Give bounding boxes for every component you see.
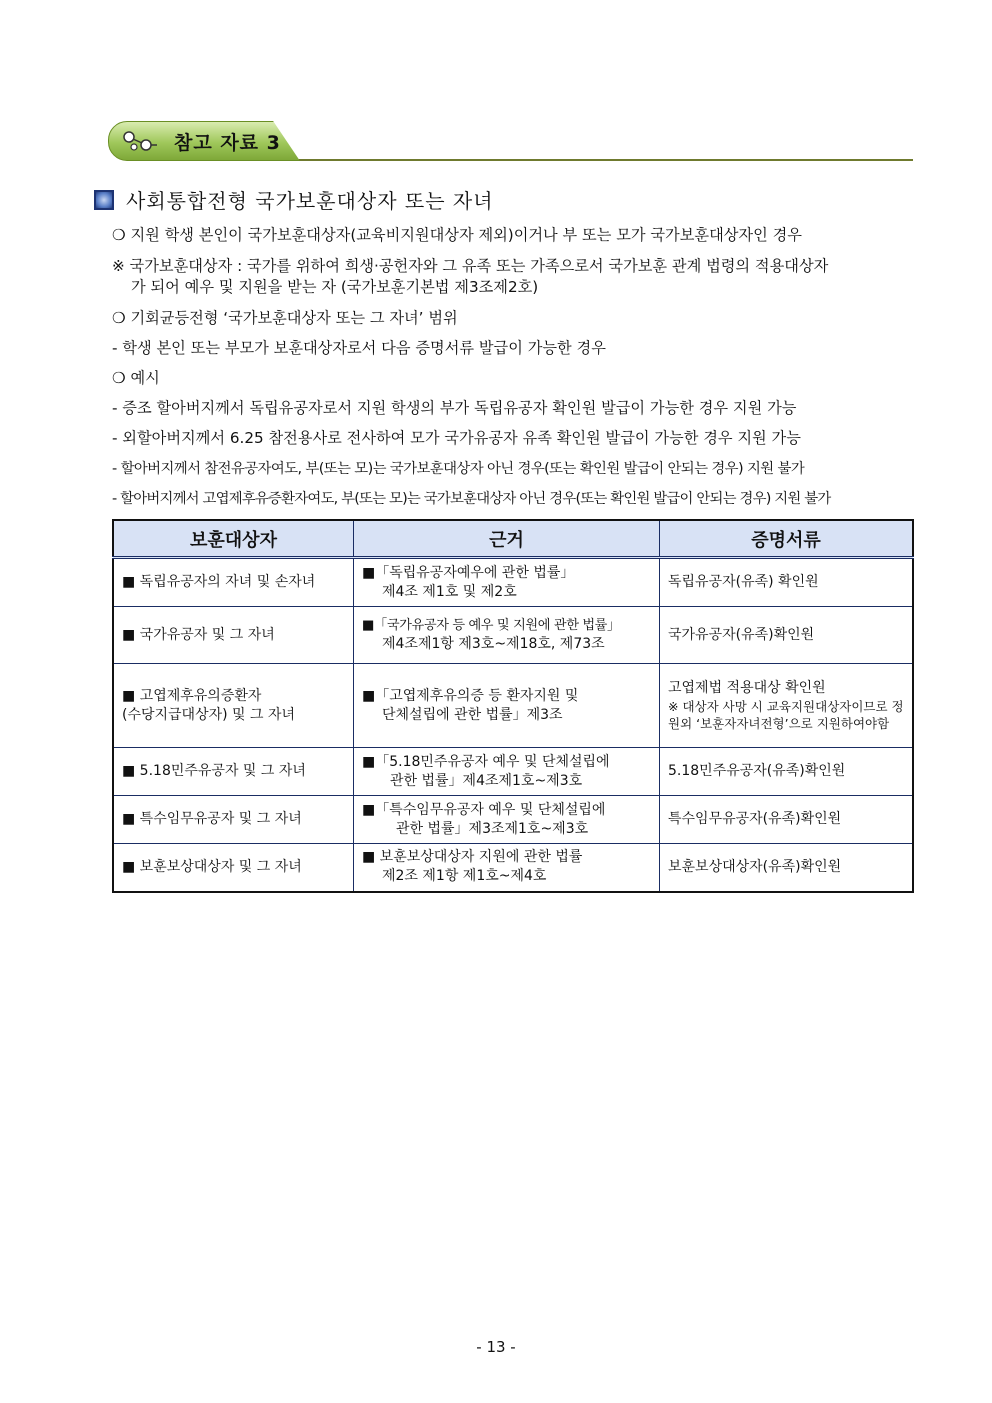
body-line: ❍ 기회균등전형 ‘국가보훈대상자 또는 그 자녀’ 범위	[112, 309, 458, 327]
target-text: ■ 고엽제후유의증환자	[122, 687, 262, 704]
body-line: ❍ 지원 학생 본인이 국가보훈대상자(교육비지원대상자 제외)이거나 부 또는 모가 국가보훈대상자인 경우	[112, 226, 802, 244]
basis-line: ■「국가유공자 등 예우 및 지원에 관한 법률」	[362, 618, 620, 633]
basis-cell	[354, 796, 660, 844]
target-text: (수당지급대상자) 및 그 자녀	[122, 706, 296, 723]
document-text: 국가유공자(유족)확인원	[668, 626, 815, 643]
column-header: 근거	[354, 520, 660, 558]
target-cell	[113, 607, 354, 664]
basis-line: 제2조 제1항 제1호~제4호	[382, 868, 547, 885]
body-line: - 할아버지께서 고엽제후유증환자여도, 부(또는 모)는 국가보훈대상자 아닌 경우(또는 확인원 발급이 안되는 경우) 지원 불가	[112, 491, 831, 507]
table-row	[113, 796, 913, 844]
target-cell	[113, 558, 354, 607]
basis-cell	[354, 844, 660, 892]
column-header: 보훈대상자	[113, 520, 354, 558]
body-line: - 학생 본인 또는 부모가 보훈대상자로서 다음 증명서류 발급이 가능한 경우	[112, 339, 606, 357]
target-text: ■ 보훈보상대상자 및 그 자녀	[122, 858, 302, 875]
body-line: - 증조 할아버지께서 독립유공자로서 지원 학생의 부가 독립유공자 확인원 발급이 가능한 경우 지원 가능	[112, 399, 797, 417]
document-cell	[660, 796, 914, 844]
table-row	[113, 844, 913, 892]
document-text: 독립유공자(유족) 확인원	[668, 574, 819, 590]
document-cell	[660, 664, 914, 748]
document-text: 고엽제법 적용대상 확인원	[668, 680, 826, 696]
basis-line: 단체설립에 관한 법률」제3조	[382, 706, 563, 723]
document-cell	[660, 844, 914, 892]
target-cell	[113, 796, 354, 844]
badge-underline	[278, 159, 913, 161]
target-text: ■ 국가유공자 및 그 자녀	[122, 626, 275, 643]
table-row	[113, 664, 913, 748]
document-text: 보훈보상대상자(유족)확인원	[668, 858, 842, 875]
document-text: 5.18민주유공자(유족)확인원	[668, 763, 846, 779]
basis-line: ■ 보훈보상대상자 지원에 관한 법률	[362, 849, 583, 866]
page-number: - 13 -	[476, 1338, 516, 1356]
body-line: - 외할아버지께서 6.25 참전용사로 전사하여 모가 국가유공자 유족 확인원 발급이 가능한 경우 지원 가능	[112, 429, 801, 447]
basis-cell	[354, 748, 660, 796]
target-text: ■ 독립유공자의 자녀 및 손자녀	[122, 574, 316, 590]
badge-label: 참고 자료 3	[174, 132, 281, 154]
basis-cell	[354, 558, 660, 607]
basis-cell	[354, 607, 660, 664]
square-bullet-icon	[94, 190, 114, 210]
document-note: ※ 대상자 사망 시 교육지원대상자이므로 정원외 ‘보훈자자녀전형’으로 지원하여야함	[668, 699, 904, 731]
reference-badge	[108, 121, 913, 163]
target-cell	[113, 664, 354, 748]
basis-line: ■「고엽제후유의증 등 환자지원 및	[362, 687, 579, 704]
basis-line: 제4조 제1호 및 제2호	[382, 583, 517, 600]
target-text: ■ 특수임무유공자 및 그 자녀	[122, 811, 302, 827]
body-line: ※ 국가보훈대상자 : 국가를 위하여 희생·공헌자와 그 유족 또는 가족으로서 국가보훈 관계 법령의 적용대상자	[112, 257, 829, 275]
basis-line: 관한 법률」제4조제1호~제3호	[390, 772, 583, 789]
column-header: 증명서류	[660, 520, 914, 558]
document-text: 특수임무유공자(유족)확인원	[668, 811, 842, 827]
body-line: - 할아버지께서 참전유공자여도, 부(또는 모)는 국가보훈대상자 아닌 경우(또는 확인원 발급이 안되는 경우) 지원 불가	[112, 461, 805, 477]
document-cell	[660, 558, 914, 607]
molecule-icon	[122, 130, 158, 152]
document-cell	[660, 748, 914, 796]
table-row	[113, 748, 913, 796]
section-title: 사회통합전형 국가보훈대상자 또는 자녀	[126, 189, 494, 213]
basis-line: ■「5.18민주유공자 예우 및 단체설립에	[362, 753, 610, 770]
section-heading	[94, 185, 494, 214]
target-cell	[113, 748, 354, 796]
target-text: ■ 5.18민주유공자 및 그 자녀	[122, 763, 306, 779]
basis-cell	[354, 664, 660, 748]
basis-line: ■「독립유공자예우에 관한 법률」	[362, 564, 575, 581]
table-row	[113, 558, 913, 607]
body-line: 가 되어 예우 및 지원을 받는 자 (국가보훈기본법 제3조제2호)	[131, 278, 539, 296]
table-header-row	[113, 520, 913, 558]
table-row	[113, 607, 913, 664]
basis-line: 관한 법률」제3조제1호~제3호	[396, 820, 589, 837]
basis-line: ■「특수임무유공자 예우 및 단체설립에	[362, 801, 606, 818]
eligibility-table	[112, 519, 914, 893]
body-line: ❍ 예시	[112, 369, 160, 387]
target-cell	[113, 844, 354, 892]
basis-line: 제4조제1항 제3호~제18호, 제73조	[382, 636, 605, 652]
document-cell	[660, 607, 914, 664]
